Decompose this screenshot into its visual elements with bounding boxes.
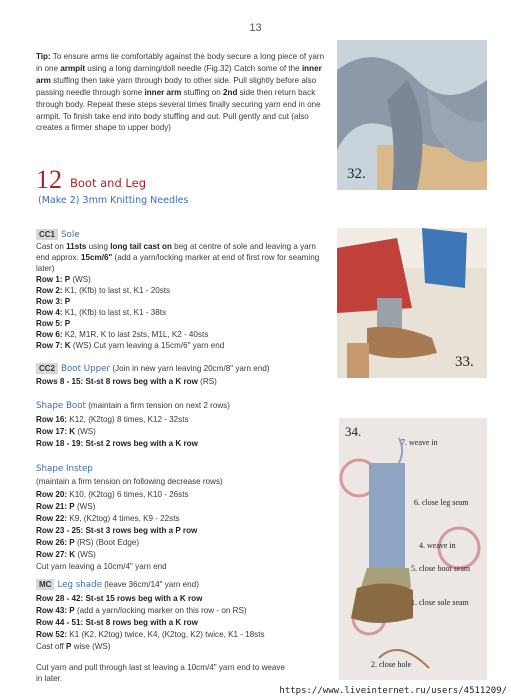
step-label: 2. close hole (371, 660, 412, 669)
section-title: Boot and Leg (70, 176, 146, 190)
sole-row: Row 6: K2, M1R, K to last 2sts, M1L, K2 - 40sts (36, 330, 209, 339)
instep-row: Row 22: K9, (K2tog) 4 times, K9 - 22sts (36, 514, 180, 523)
figure-label-33: 33. (455, 354, 474, 370)
step-label: 1. close sole seam (411, 598, 469, 607)
shape-boot-row: Row 16: K12, (K2tog) 8 times, K12 - 32sts (36, 415, 189, 424)
instep-row: Row 27: K (WS) (36, 550, 96, 559)
shape-boot-heading: Shape Boot (maintain a firm tension on next 2 rows) (36, 401, 230, 411)
sole-title: Sole (61, 230, 80, 240)
section-subtitle: (Make 2) 3mm Knitting Needles (38, 195, 189, 206)
leg-heading: MC Leg shade (leave 36cm/14" yarn end) (36, 579, 199, 591)
page-number: 13 (249, 22, 262, 34)
instep-row: Row 23 - 25: St-st 3 rows beg with a P row (36, 526, 198, 535)
boot-upper-row: Rows 8 - 15: St-st 8 rows beg with a K row (RS) (36, 377, 217, 386)
shape-instep-heading: Shape Instep (36, 464, 93, 474)
color-tag: CC2 (36, 363, 58, 374)
photo-34 (339, 418, 487, 680)
photo-33 (337, 228, 487, 378)
shape-instep-note: (maintain a firm tension on following decrease rows) (36, 477, 223, 486)
leg-row: Row 28 - 42: St-st 15 rows beg with a K row (36, 594, 203, 603)
sole-row: Row 1: P (WS) (36, 275, 91, 284)
figure-label-32: 32. (347, 166, 366, 182)
sole-heading (36, 229, 80, 241)
shape-boot-row: Row 18 - 19: St-st 2 rows beg with a K row (36, 439, 198, 448)
cast-off: Cast off P wise (WS) (36, 642, 111, 651)
tip-paragraph: Tip: To ensure arms lie comfortably against the body secure a long piece of yarn in one armpit using a long darning/doll needle (Fig.32) Catch some of the inner arm stuffing then take yarn through body to other side. Pull slightly before also passing needle through some inner arm stuffing on 2nd side then return back through body. Repeat these steps several times finally securing yarn end in one armpit. To finish take end into body stuffing and out. Pull gently and cut (also creates a firmer shape to upper body) (36, 52, 325, 133)
figure-label-34: 34. (345, 424, 362, 439)
instep-row: Row 21: P (WS) (36, 502, 96, 511)
step-label: 5. close boot seam (411, 564, 471, 573)
leg-row: Row 43: P (add a yarn/locking marker on this row - on RS) (36, 606, 247, 615)
sole-row: Row 2: K1, (Kfb) to last st, K1 - 20sts (36, 286, 171, 295)
instep-cut: Cut yarn leaving a 10cm/4" yarn end (36, 562, 167, 571)
photo-32 (337, 40, 487, 190)
instep-row: Row 20: K10, (K2tog) 6 times, K10 - 26sts (36, 490, 189, 499)
step-label: 7. weave in (401, 438, 438, 447)
boot-upper-heading: CC2 Boot Upper (Join in new yarn leaving 20cm/8" yarn end) (36, 363, 270, 375)
color-tag: CC1 (36, 229, 58, 240)
shape-boot-row: Row 17: K (WS) (36, 427, 96, 436)
leg-row: Row 44 - 51: St-st 8 rows beg with a K row (36, 618, 198, 627)
sole-row: Row 5: P (36, 319, 71, 328)
step-label: 6. close leg seam (414, 498, 469, 507)
leg-row: Row 52: K1 (K2, K2tog) twice, K4, (K2tog, K2) twice, K1 - 18sts (36, 630, 265, 639)
footer-url[interactable]: https://www.liveinternet.ru/users/4511209/ (279, 686, 507, 696)
color-tag: MC (36, 579, 54, 590)
sole-row: Row 3: P (36, 297, 71, 306)
sole-row: Row 4: K1, (Kfb) to last st, K1 - 38ts (36, 308, 166, 317)
step-label: 4. weave in (419, 541, 456, 550)
sole-row: Row 7: K (WS) Cut yarn leaving a 15cm/6" yarn end (36, 341, 225, 350)
section-number: 12 (36, 165, 62, 194)
final-instruction: Cut yarn and pull through last st leaving a 10cm/4" yarn end to weave in later. (36, 663, 285, 683)
sole-cast-on: Cast on 11sts using long tail cast on beg at centre of sole and leaving a yarn end approx. 15cm/6" (add a yarn/locking marker at end of first row for seaming later) (36, 242, 320, 273)
instep-row: Row 26: P (RS) (Boot Edge) (36, 538, 140, 547)
